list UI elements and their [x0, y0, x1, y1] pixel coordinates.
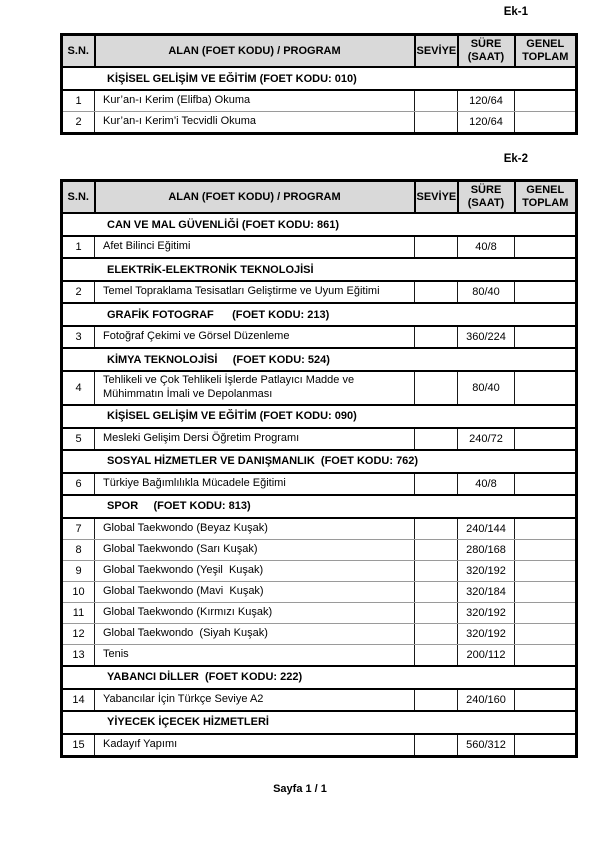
table-row: [62, 326, 577, 348]
cell-seviye: [415, 560, 458, 581]
cell-sn: 5: [62, 428, 95, 450]
column-header-genel: GENEL TOPLAM: [515, 35, 577, 68]
section-row: [62, 213, 577, 236]
cell-genel: [515, 281, 577, 303]
courses-table: [60, 179, 578, 758]
table-header-row: [62, 35, 577, 68]
cell-genel: [515, 371, 577, 405]
cell-program: Yabancılar İçin Türkçe Seviye A2: [95, 689, 415, 711]
section-title: KİŞİSEL GELİŞİM VE EĞİTİM (FOET KODU: 090): [62, 405, 577, 428]
table-row: [62, 473, 577, 495]
cell-genel: [515, 560, 577, 581]
section-row: [62, 450, 577, 473]
cell-genel: [515, 236, 577, 258]
cell-sn: 1: [62, 236, 95, 258]
table-row: [62, 734, 577, 757]
table-row: [62, 236, 577, 258]
cell-genel: [515, 90, 577, 112]
table-row: [62, 518, 577, 540]
cell-program: Fotoğraf Çekimi ve Görsel Düzenleme: [95, 326, 415, 348]
cell-genel: [515, 428, 577, 450]
cell-genel: [515, 473, 577, 495]
column-header-alan: ALAN (FOET KODU) / PROGRAM: [95, 35, 415, 68]
cell-sure: 80/40: [458, 281, 515, 303]
cell-genel: [515, 112, 577, 134]
cell-sure: 240/72: [458, 428, 515, 450]
section-title: CAN VE MAL GÜVENLİĞİ (FOET KODU: 861): [62, 213, 577, 236]
cell-sure: 360/224: [458, 326, 515, 348]
cell-genel: [515, 689, 577, 711]
cell-program: Tehlikeli ve Çok Tehlikeli İşlerde Patlayıcı Madde ve Mühimmatın İmali ve Depolanması: [95, 371, 415, 405]
cell-program: Global Taekwondo (Mavi Kuşak): [95, 581, 415, 602]
cell-sn: 10: [62, 581, 95, 602]
cell-seviye: [415, 539, 458, 560]
cell-sure: 80/40: [458, 371, 515, 405]
cell-program: Global Taekwondo (Beyaz Kuşak): [95, 518, 415, 540]
section-title: SPOR (FOET KODU: 813): [62, 495, 577, 518]
cell-program: Kadayıf Yapımı: [95, 734, 415, 757]
cell-program: Mesleki Gelişim Dersi Öğretim Programı: [95, 428, 415, 450]
cell-sure: 320/192: [458, 602, 515, 623]
table-row: [62, 581, 577, 602]
cell-sure: 200/112: [458, 644, 515, 666]
cell-sn: 14: [62, 689, 95, 711]
cell-sure: 280/168: [458, 539, 515, 560]
cell-seviye: [415, 371, 458, 405]
cell-genel: [515, 326, 577, 348]
annex-label-ek2: Ek-2: [503, 153, 528, 165]
cell-program: Afet Bilinci Eğitimi: [95, 236, 415, 258]
cell-seviye: [415, 90, 458, 112]
cell-seviye: [415, 428, 458, 450]
section-title: SOSYAL HİZMETLER VE DANIŞMANLIK (FOET KODU: 762): [62, 450, 577, 473]
cell-sn: 2: [62, 112, 95, 134]
cell-seviye: [415, 518, 458, 540]
table-row: [62, 539, 577, 560]
cell-genel: [515, 644, 577, 666]
cell-program: Kur’an-ı Kerim (Elifba) Okuma: [95, 90, 415, 112]
table-row: [62, 623, 577, 644]
cell-sn: 8: [62, 539, 95, 560]
cell-seviye: [415, 326, 458, 348]
section-row: [62, 67, 577, 90]
programs-table-ek2: [60, 179, 575, 758]
cell-program: Kur’an-ı Kerim’i Tecvidli Okuma: [95, 112, 415, 134]
cell-seviye: [415, 236, 458, 258]
table-row: [62, 689, 577, 711]
column-header-sn: S.N.: [62, 181, 95, 214]
cell-sn: 2: [62, 281, 95, 303]
cell-sn: 7: [62, 518, 95, 540]
column-header-sure: SÜRE (SAAT): [458, 35, 515, 68]
cell-sure: 320/192: [458, 560, 515, 581]
section-title: GRAFİK FOTOGRAF (FOET KODU: 213): [62, 303, 577, 326]
cell-sure: 240/160: [458, 689, 515, 711]
table-row: [62, 602, 577, 623]
cell-sn: 4: [62, 371, 95, 405]
section-row: [62, 405, 577, 428]
cell-seviye: [415, 473, 458, 495]
cell-program: Global Taekwondo (Sarı Kuşak): [95, 539, 415, 560]
section-title: KİMYA TEKNOLOJİSİ (FOET KODU: 524): [62, 348, 577, 371]
column-header-alan: ALAN (FOET KODU) / PROGRAM: [95, 181, 415, 214]
cell-sure: 40/8: [458, 236, 515, 258]
cell-seviye: [415, 623, 458, 644]
column-header-sure: SÜRE (SAAT): [458, 181, 515, 214]
section-row: [62, 666, 577, 689]
table-row: [62, 560, 577, 581]
programs-table-ek1: [60, 33, 575, 135]
cell-sure: 40/8: [458, 473, 515, 495]
cell-sn: 13: [62, 644, 95, 666]
cell-genel: [515, 734, 577, 757]
column-header-seviye: SEVİYE: [415, 35, 458, 68]
section-row: [62, 348, 577, 371]
cell-sn: 12: [62, 623, 95, 644]
cell-genel: [515, 602, 577, 623]
cell-sn: 15: [62, 734, 95, 757]
table-row: [62, 281, 577, 303]
cell-program: Global Taekwondo (Kırmızı Kuşak): [95, 602, 415, 623]
table-row: [62, 644, 577, 666]
annex-label-ek1: Ek-1: [503, 6, 528, 18]
table-row: [62, 90, 577, 112]
cell-sure: 120/64: [458, 90, 515, 112]
cell-genel: [515, 581, 577, 602]
cell-sn: 6: [62, 473, 95, 495]
cell-sure: 240/144: [458, 518, 515, 540]
section-title: KİŞİSEL GELİŞİM VE EĞİTİM (FOET KODU: 010): [62, 67, 577, 90]
section-row: [62, 303, 577, 326]
section-row: [62, 711, 577, 734]
cell-sure: 320/184: [458, 581, 515, 602]
cell-seviye: [415, 281, 458, 303]
page-number: Sayfa 1 / 1: [273, 783, 327, 795]
cell-program: Türkiye Bağımlılıkla Mücadele Eğitimi: [95, 473, 415, 495]
section-row: [62, 258, 577, 281]
cell-sure: 560/312: [458, 734, 515, 757]
cell-seviye: [415, 112, 458, 134]
cell-genel: [515, 623, 577, 644]
table-row: [62, 428, 577, 450]
cell-sn: 1: [62, 90, 95, 112]
cell-sure: 320/192: [458, 623, 515, 644]
cell-sure: 120/64: [458, 112, 515, 134]
cell-genel: [515, 539, 577, 560]
section-title: ELEKTRİK-ELEKTRONİK TEKNOLOJİSİ: [62, 258, 577, 281]
table-row: [62, 371, 577, 405]
cell-seviye: [415, 644, 458, 666]
cell-program: Temel Topraklama Tesisatları Geliştirme ve Uyum Eğitimi: [95, 281, 415, 303]
cell-sn: 9: [62, 560, 95, 581]
table-header-row: [62, 181, 577, 214]
table-row: [62, 112, 577, 134]
column-header-seviye: SEVİYE: [415, 181, 458, 214]
cell-sn: 11: [62, 602, 95, 623]
cell-sn: 3: [62, 326, 95, 348]
cell-program: Global Taekwondo (Siyah Kuşak): [95, 623, 415, 644]
cell-seviye: [415, 734, 458, 757]
column-header-sn: S.N.: [62, 35, 95, 68]
cell-seviye: [415, 581, 458, 602]
section-row: [62, 495, 577, 518]
cell-genel: [515, 518, 577, 540]
section-title: YABANCI DİLLER (FOET KODU: 222): [62, 666, 577, 689]
column-header-genel: GENEL TOPLAM: [515, 181, 577, 214]
courses-table: [60, 33, 578, 135]
cell-seviye: [415, 602, 458, 623]
section-title: YİYECEK İÇECEK HİZMETLERİ: [62, 711, 577, 734]
cell-seviye: [415, 689, 458, 711]
cell-program: Global Taekwondo (Yeşil Kuşak): [95, 560, 415, 581]
cell-program: Tenis: [95, 644, 415, 666]
